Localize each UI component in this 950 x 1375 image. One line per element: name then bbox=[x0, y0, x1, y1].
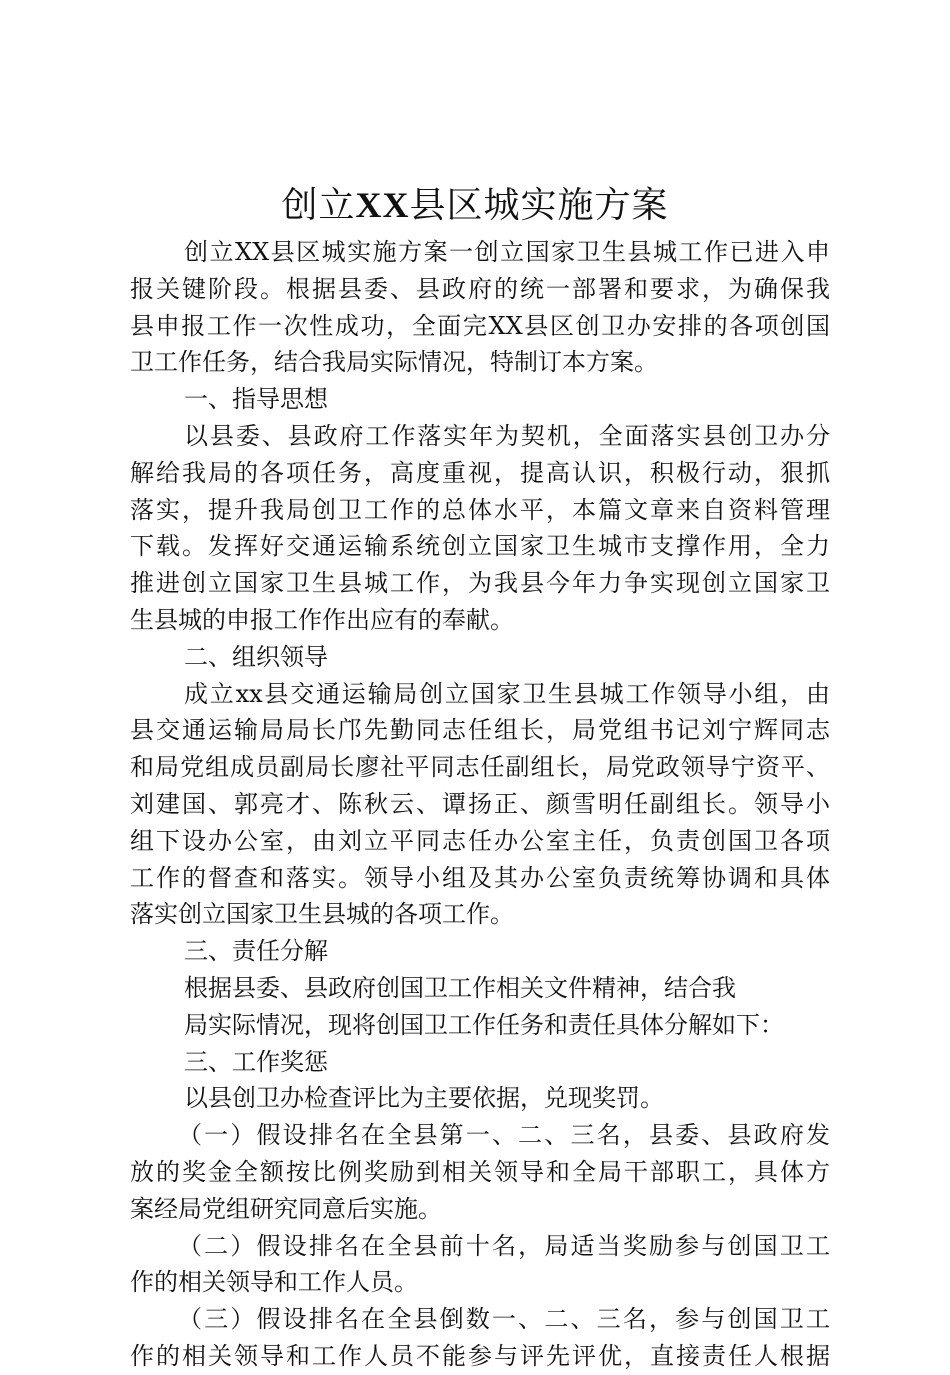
section-heading: 一、指导思想 bbox=[184, 385, 328, 414]
paragraph-line: 和局党组成员副局长廖社平同志任副组长，局党政领导宁资平、 bbox=[130, 753, 830, 782]
paragraph-line: 下载。发挥好交通运输系统创立国家卫生城市支撑作用，全力 bbox=[130, 532, 830, 561]
title-bold: XX bbox=[355, 185, 410, 225]
section-heading: 二、组织领导 bbox=[184, 642, 328, 671]
paragraph-line: （二）假设排名在全县前十名，局适当奖励参与创国卫工 bbox=[178, 1231, 830, 1260]
title-post: 县区城实施方案 bbox=[409, 185, 669, 226]
paragraph-line: 落实，提升我局创卫工作的总体水平，本篇文章来自资料管理 bbox=[130, 495, 830, 524]
paragraph-line: 以县委、县政府工作落实年为契机，全面落实县创卫办分 bbox=[184, 421, 830, 450]
section-heading: 三、工作奖惩 bbox=[184, 1047, 328, 1076]
paragraph-line: 县交通运输局局长邝先勤同志任组长，局党组书记刘宁辉同志 bbox=[130, 716, 830, 745]
paragraph-line: 以县创卫办检查评比为主要依据，兑现奖罚。 bbox=[184, 1084, 664, 1113]
paragraph-line: 案经局党组研究同意后实施。 bbox=[130, 1194, 442, 1223]
paragraph-line: （三）假设排名在全县倒数一、二、三名，参与创国卫工 bbox=[178, 1305, 830, 1334]
paragraph-line: 报关键阶段。根据县委、县政府的统一部署和要求，为确保我 bbox=[130, 274, 830, 303]
paragraph-line: 县申报工作一次性成功，全面完XX县区创卫办安排的各项创国 bbox=[130, 311, 830, 340]
paragraph-line: 放的奖金全额按比例奖励到相关领导和全局干部职工，具体方 bbox=[130, 1157, 830, 1186]
paragraph-line: 根据县委、县政府创国卫工作相关文件精神，结合我 bbox=[184, 973, 736, 1002]
paragraph-line: 推进创立国家卫生县城工作，为我县今年力争实现创立国家卫 bbox=[130, 569, 830, 598]
paragraph-line: 落实创立国家卫生县城的各项工作。 bbox=[130, 900, 514, 929]
paragraph-line: 工作的督查和落实。领导小组及其办公室负责统筹协调和具体 bbox=[130, 863, 830, 892]
document-body bbox=[130, 234, 830, 1375]
paragraph-line: 作的相关领导和工作人员不能参与评先评优，直接责任人根据 bbox=[130, 1341, 830, 1370]
paragraph-line: 卫工作任务，结合我局实际情况，特制订本方案。 bbox=[130, 348, 658, 377]
paragraph-line: 组下设办公室，由刘立平同志任办公室主任，负责创国卫各项 bbox=[130, 826, 830, 855]
title-pre: 创立 bbox=[281, 185, 356, 226]
paragraph-line: 局实际情况，现将创国卫工作任务和责任具体分解如下： bbox=[184, 1010, 784, 1039]
paragraph-line: 生县城的申报工作作出应有的奉献。 bbox=[130, 605, 514, 634]
paragraph-line: 刘建国、郭亮才、陈秋云、谭扬正、颜雪明任副组长。领导小 bbox=[130, 789, 830, 818]
paragraph-line: 解给我局的各项任务，高度重视，提高认识，积极行动，狠抓 bbox=[130, 458, 830, 487]
paragraph-line: 创立XX县区城实施方案一创立国家卫生县城工作已进入申 bbox=[184, 238, 830, 266]
paragraph-line: 作的相关领导和工作人员。 bbox=[130, 1268, 418, 1297]
paragraph-line: 成立xx县交通运输局创立国家卫生县城工作领导小组，由 bbox=[184, 679, 830, 708]
paragraph-line: （一）假设排名在全县第一、二、三名，县委、县政府发 bbox=[178, 1121, 830, 1150]
document-title bbox=[0, 180, 950, 231]
section-heading: 三、责任分解 bbox=[184, 937, 328, 966]
